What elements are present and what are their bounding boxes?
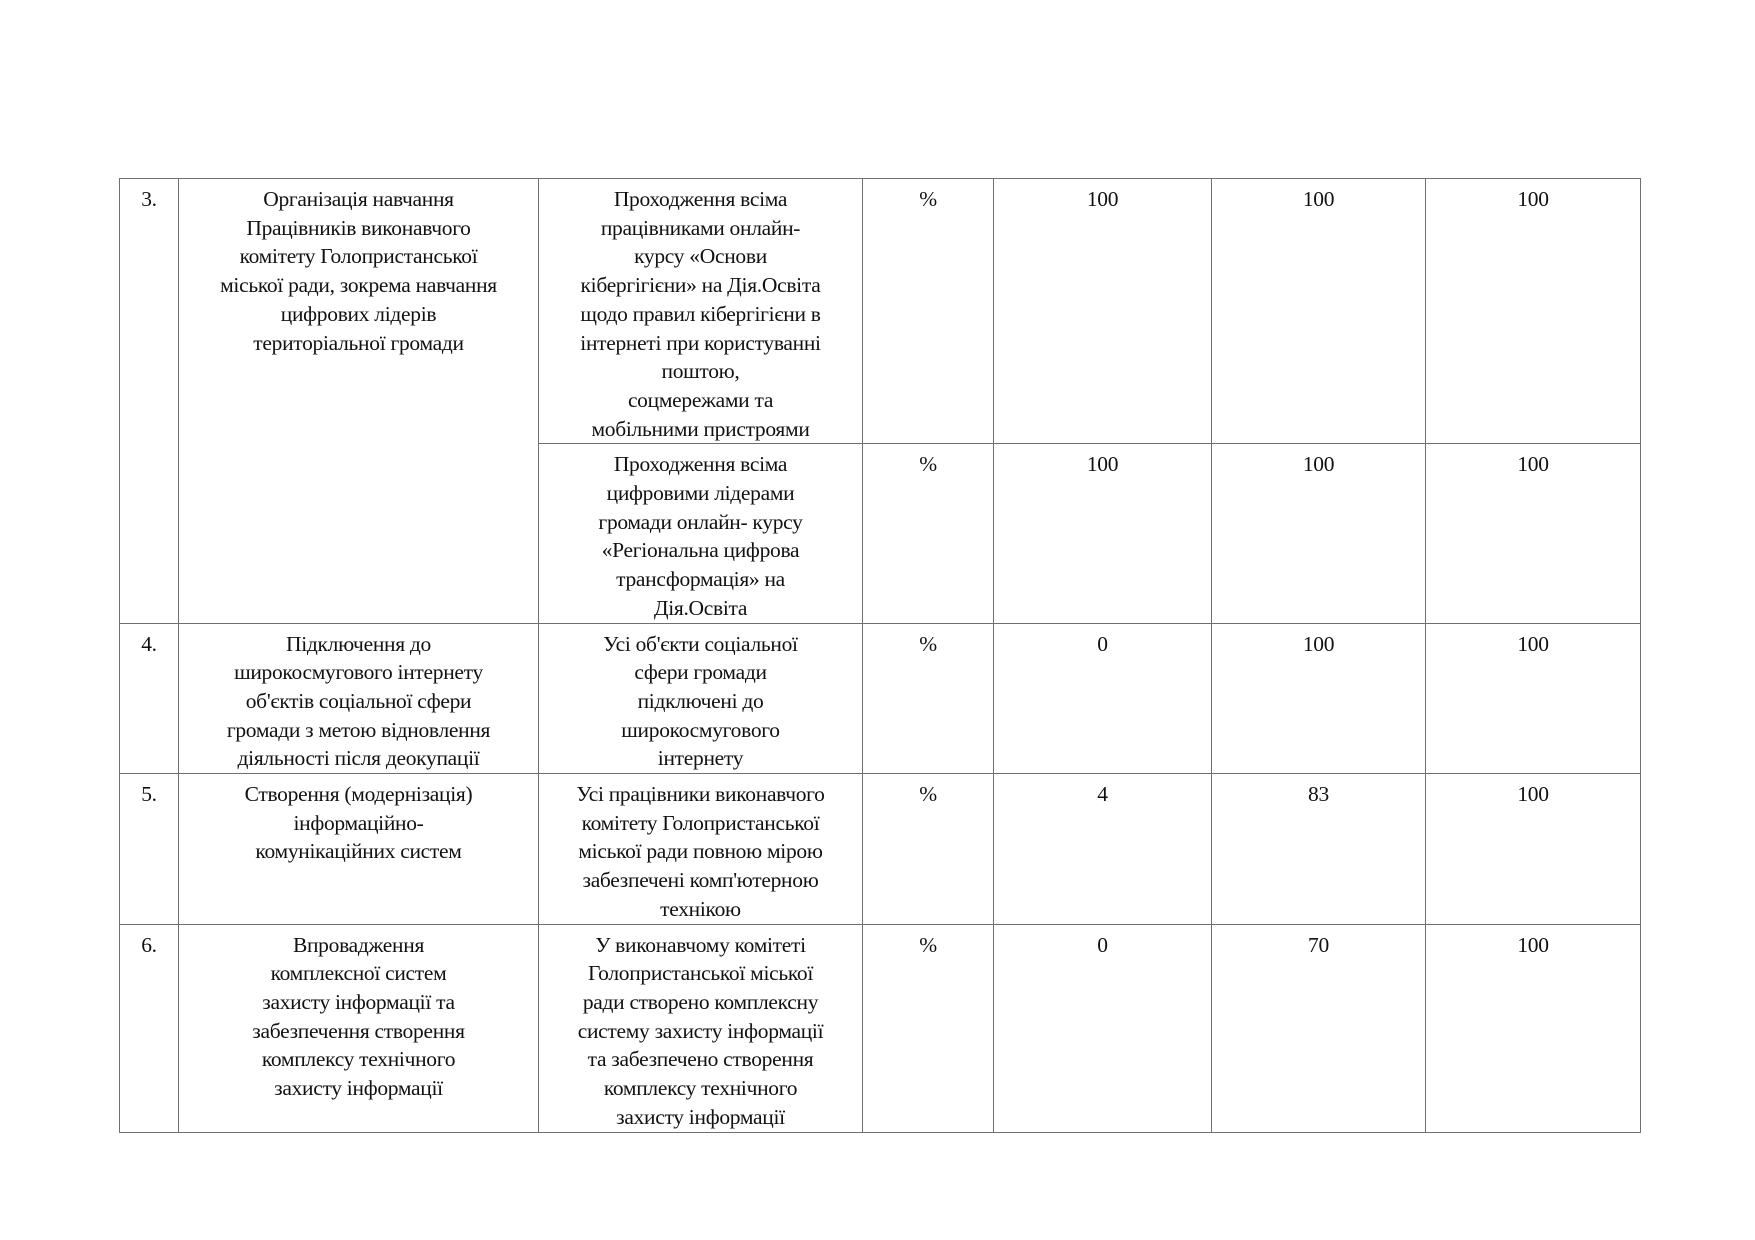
row-number: 3. [120,179,179,624]
task-cell: Впровадження комплексної систем захисту інформації та забезпечення створення комплексу технічного захисту інформації [179,924,539,1132]
task-cell: Створення (модернізація) інформаційно- комунікаційних систем [179,774,539,925]
unit-cell: % [863,179,994,444]
unit-cell: % [863,774,994,925]
value-cell-3: 100 [1426,444,1641,623]
value-cell-1: 0 [994,924,1212,1132]
value-cell-1: 4 [994,774,1212,925]
row-number: 6. [120,924,179,1132]
table-row [120,924,1641,1132]
value-cell-2: 100 [1212,179,1426,444]
value-cell-3: 100 [1426,179,1641,444]
unit-cell: % [863,924,994,1132]
indicator-cell: Проходження всіма цифровими лідерами громади онлайн- курсу «Регіональна цифрова трансформація» на Дія.Освіта [539,444,863,623]
value-cell-1: 100 [994,179,1212,444]
value-cell-3: 100 [1426,623,1641,774]
value-cell-3: 100 [1426,924,1641,1132]
indicator-cell: У виконавчому комітеті Голопристанської міської ради створено комплексну систему захисту інформації та забезпечено створення комплексу технічного захисту інформації [539,924,863,1132]
value-cell-1: 0 [994,623,1212,774]
indicator-cell: Проходження всіма працівниками онлайн- курсу «Основи кібергігієни» на Дія.Освіта щодо правил кібергігієни в інтернеті при користуванні поштою, соцмережами та мобільними пристроями [539,179,863,444]
task-cell: Підключення до широкосмугового інтернету об'єктів соціальної сфери громади з метою відновлення діяльності після деокупації [179,623,539,774]
unit-cell: % [863,623,994,774]
unit-cell: % [863,444,994,623]
row-number: 5. [120,774,179,925]
row-number: 4. [120,623,179,774]
indicators-table [119,178,1641,1133]
indicator-cell: Усі об'єкти соціальної сфери громади підключені до широкосмугового інтернету [539,623,863,774]
value-cell-2: 100 [1212,444,1426,623]
table-row [120,179,1641,444]
indicator-cell: Усі працівники виконавчого комітету Голопристанської міської ради повною мірою забезпечені комп'ютерною технікою [539,774,863,925]
value-cell-3: 100 [1426,774,1641,925]
value-cell-1: 100 [994,444,1212,623]
table-row [120,623,1641,774]
value-cell-2: 100 [1212,623,1426,774]
task-cell: Організація навчання Працівників виконавчого комітету Голопристанської міської ради, зокрема навчання цифрових лідерів територіальної громади [179,179,539,624]
value-cell-2: 70 [1212,924,1426,1132]
value-cell-2: 83 [1212,774,1426,925]
table-row [120,774,1641,925]
